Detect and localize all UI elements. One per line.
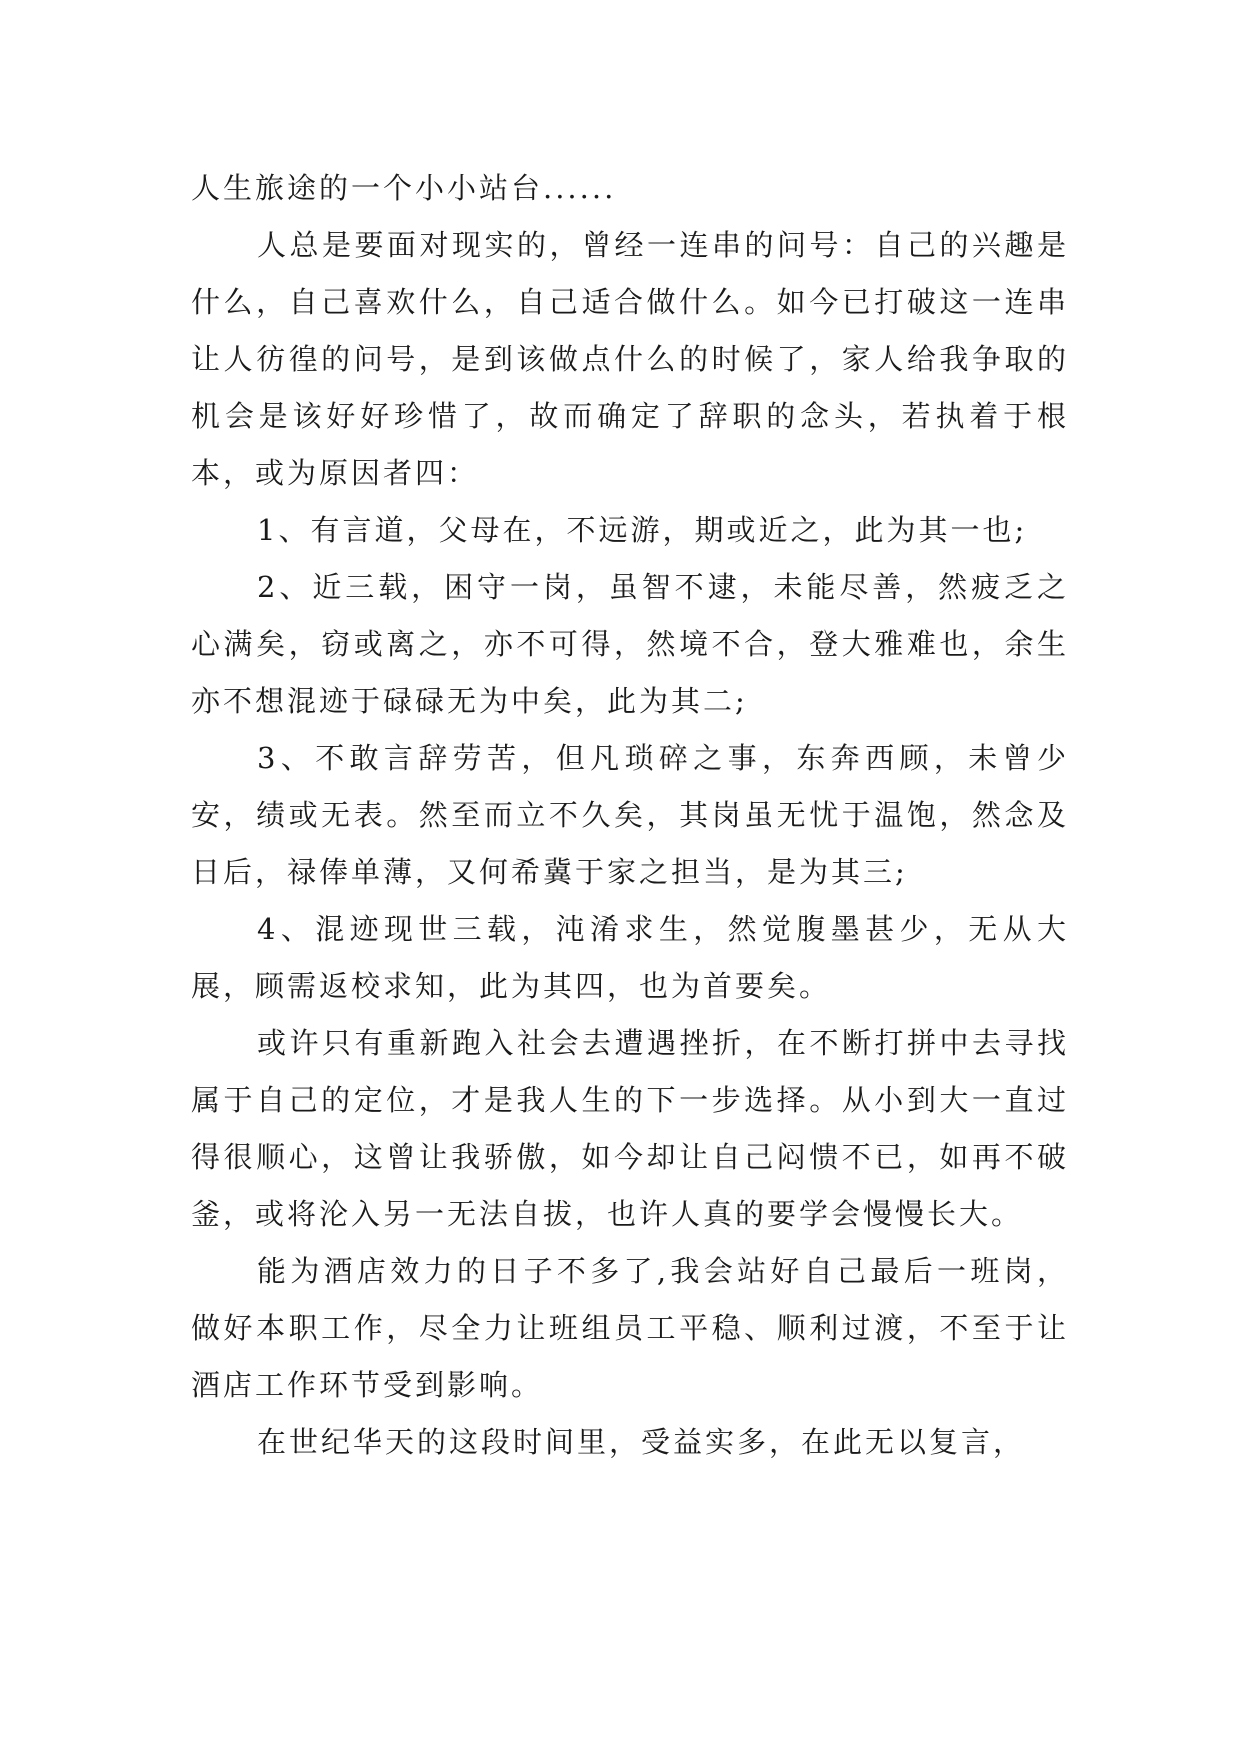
paragraph-continuation: 人生旅途的一个小小站台...... [191, 171, 617, 205]
paragraph-reason-2: 2、近三载，困守一岗，虽智不逮，未能尽善，然疲乏之心满矣，窃或离之，亦不可得，然境不合，登大雅难也，余生亦不想混迹于碌碌无为中矣，此为其二; [191, 570, 1069, 718]
document-body [191, 160, 1069, 1471]
paragraph-reasons-intro: 人总是要面对现实的，曾经一连串的问号：自己的兴趣是什么，自己喜欢什么，自己适合做什么。如今已打破这一连串让人彷徨的问号，是到该做点什么的时候了，家人给我争取的机会是该好好珍惜了，故而确定了辞职的念头，若执着于根本，或为原因者四： [191, 228, 1069, 490]
paragraph-reason-3: 3、不敢言辞劳苦，但凡琐碎之事，东奔西顾，未曾少安，绩或无表。然至而立不久矣，其岗虽无忧于温饱，然念及日后，禄俸单薄，又何希冀于家之担当，是为其三; [191, 741, 1069, 889]
paragraph-commitment: 能为酒店效力的日子不多了,我会站好自己最后一班岗，做好本职工作，尽全力让班组员工平稳、顺利过渡，不至于让酒店工作环节受到影响。 [191, 1254, 1069, 1402]
paragraph-gratitude: 在世纪华天的这段时间里，受益实多，在此无以复言， [257, 1425, 1026, 1459]
paragraph-reason-4: 4、混迹现世三载，沌淆求生，然觉腹墨甚少，无从大展，顾需返校求知，此为其四，也为首要矣。 [191, 912, 1069, 1003]
paragraph-reason-1: 1、有言道，父母在，不远游，期或近之，此为其一也; [257, 513, 1028, 547]
paragraph-reflection: 或许只有重新跑入社会去遭遇挫折，在不断打拼中去寻找属于自己的定位，才是我人生的下一步选择。从小到大一直过得很顺心，这曾让我骄傲，如今却让自己闷愦不已，如再不破釜，或将沦入另一无法自拔，也许人真的要学会慢慢长大。 [191, 1026, 1069, 1231]
